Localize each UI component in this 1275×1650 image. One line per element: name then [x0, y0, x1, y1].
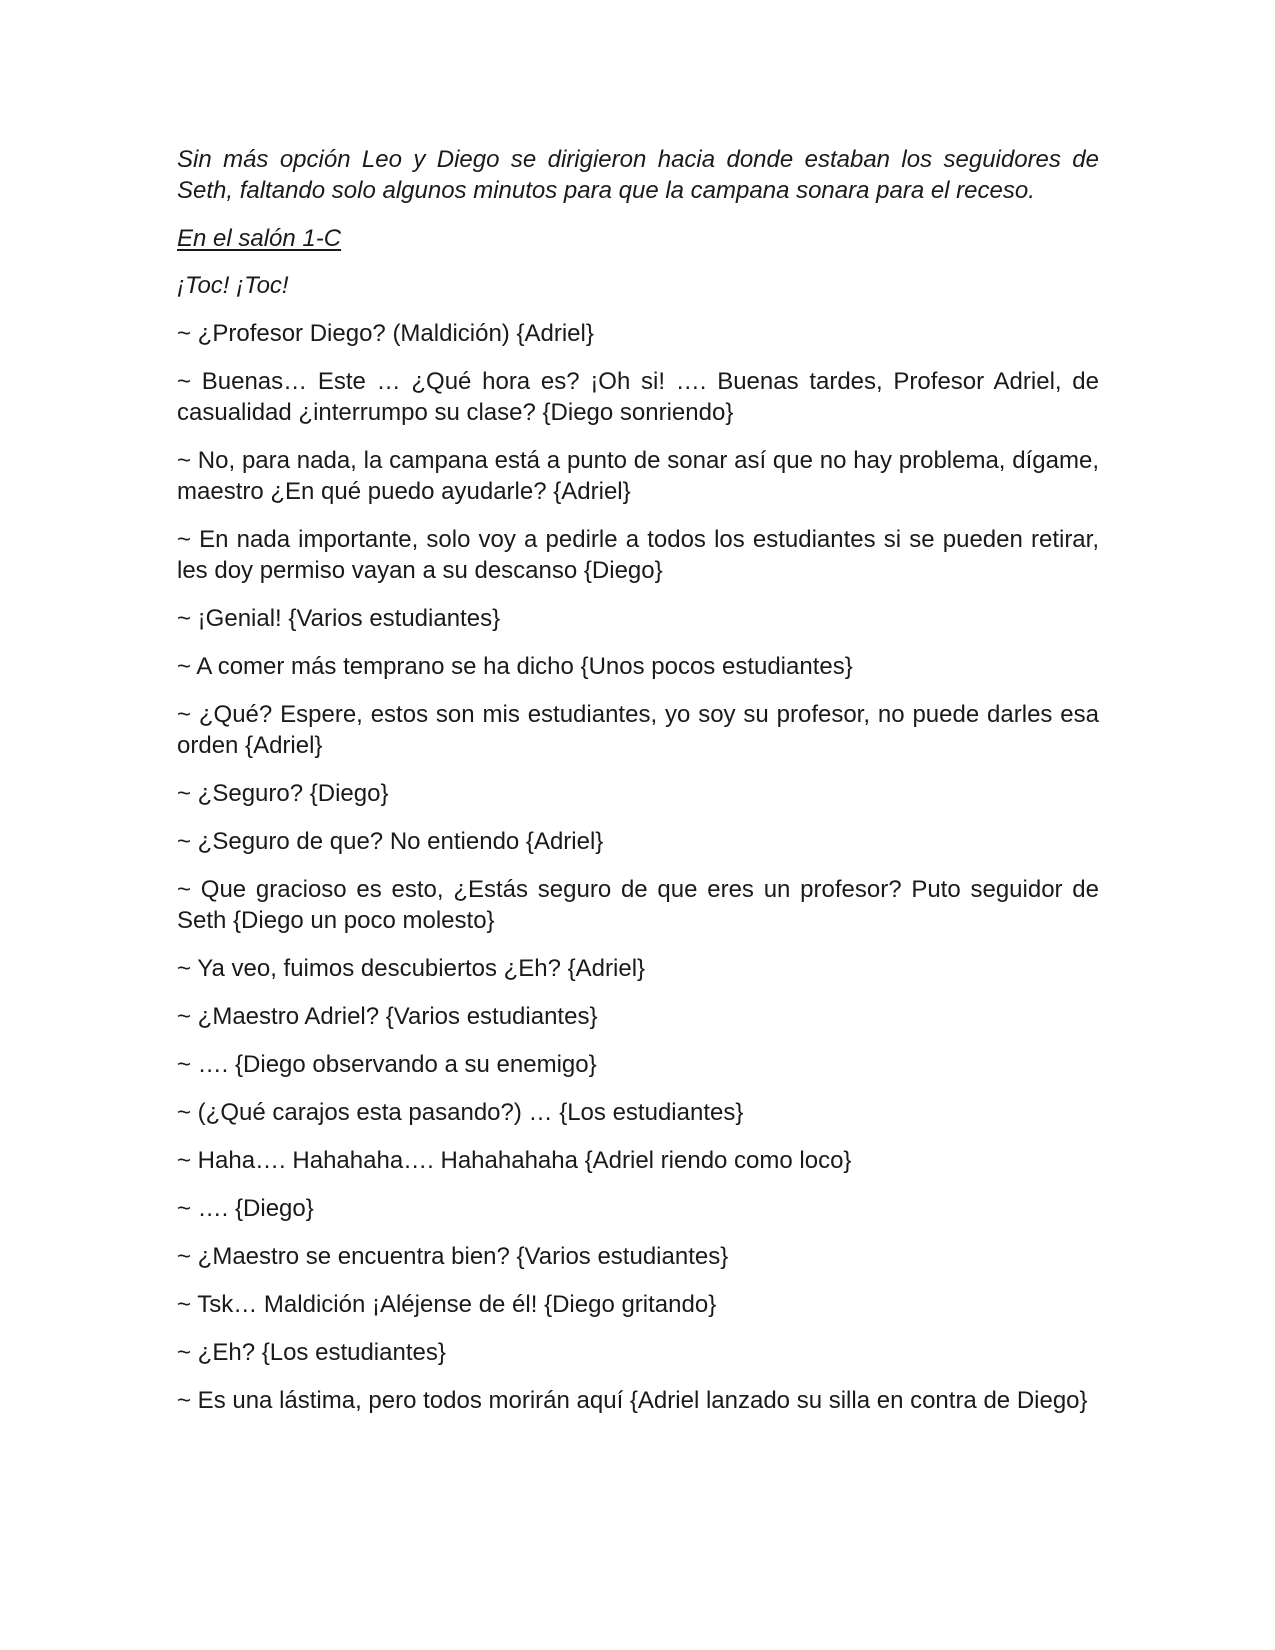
knock-line: ¡Toc! ¡Toc! [177, 272, 289, 299]
dialogue-line: ~ ¿Profesor Diego? (Maldición) {Adriel} [177, 320, 594, 347]
page-body [177, 144, 1099, 1433]
dialogue-line: ~ ¿Seguro de que? No entiendo {Adriel} [177, 828, 604, 855]
dialogue-line: ~ ¿Seguro? {Diego} [177, 780, 389, 807]
dialogue-line: ~ Buenas… Este … ¿Qué hora es? ¡Oh si! …. Buenas tardes, Profesor Adriel, de casualidad ¿interrumpo su clase? {Diego sonriendo} [177, 368, 1099, 426]
dialogue-line: ~ A comer más temprano se ha dicho {Unos pocos estudiantes} [177, 653, 853, 680]
dialogue-line: ~ (¿Qué carajos esta pasando?) … {Los estudiantes} [177, 1099, 744, 1126]
dialogue-line: ~ ¿Maestro Adriel? {Varios estudiantes} [177, 1003, 598, 1030]
dialogue-line: ~ Haha…. Hahahaha…. Hahahahaha {Adriel riendo como loco} [177, 1147, 852, 1174]
dialogue-line: ~ ¡Genial! {Varios estudiantes} [177, 605, 501, 632]
dialogue-line: ~ ¿Maestro se encuentra bien? {Varios estudiantes} [177, 1243, 729, 1270]
dialogue-line: ~ ¿Eh? {Los estudiantes} [177, 1339, 446, 1366]
dialogue-line: ~ …. {Diego observando a su enemigo} [177, 1051, 597, 1078]
intro-paragraph: Sin más opción Leo y Diego se dirigieron hacia donde estaban los seguidores de Seth, faltando solo algunos minutos para que la campana sonara para el receso. [177, 146, 1099, 204]
dialogue-line: ~ ¿Qué? Espere, estos son mis estudiantes, yo soy su profesor, no puede darles esa orden {Adriel} [177, 701, 1099, 759]
dialogue-line: ~ No, para nada, la campana está a punto de sonar así que no hay problema, dígame, maestro ¿En qué puedo ayudarle? {Adriel} [177, 447, 1099, 505]
dialogue-line: ~ Que gracioso es esto, ¿Estás seguro de que eres un profesor? Puto seguidor de Seth {Diego un poco molesto} [177, 876, 1099, 934]
dialogue-line: ~ Es una lástima, pero todos morirán aquí {Adriel lanzado su silla en contra de Diego} [177, 1387, 1088, 1414]
dialogue-line: ~ Tsk… Maldición ¡Aléjense de él! {Diego gritando} [177, 1291, 717, 1318]
dialogue-line: ~ …. {Diego} [177, 1195, 314, 1222]
dialogue-line: ~ En nada importante, solo voy a pedirle a todos los estudiantes si se pueden retirar, les doy permiso vayan a su descanso {Diego} [177, 526, 1099, 584]
scene-heading: En el salón 1-C [177, 225, 342, 252]
dialogue-line: ~ Ya veo, fuimos descubiertos ¿Eh? {Adriel} [177, 955, 646, 982]
